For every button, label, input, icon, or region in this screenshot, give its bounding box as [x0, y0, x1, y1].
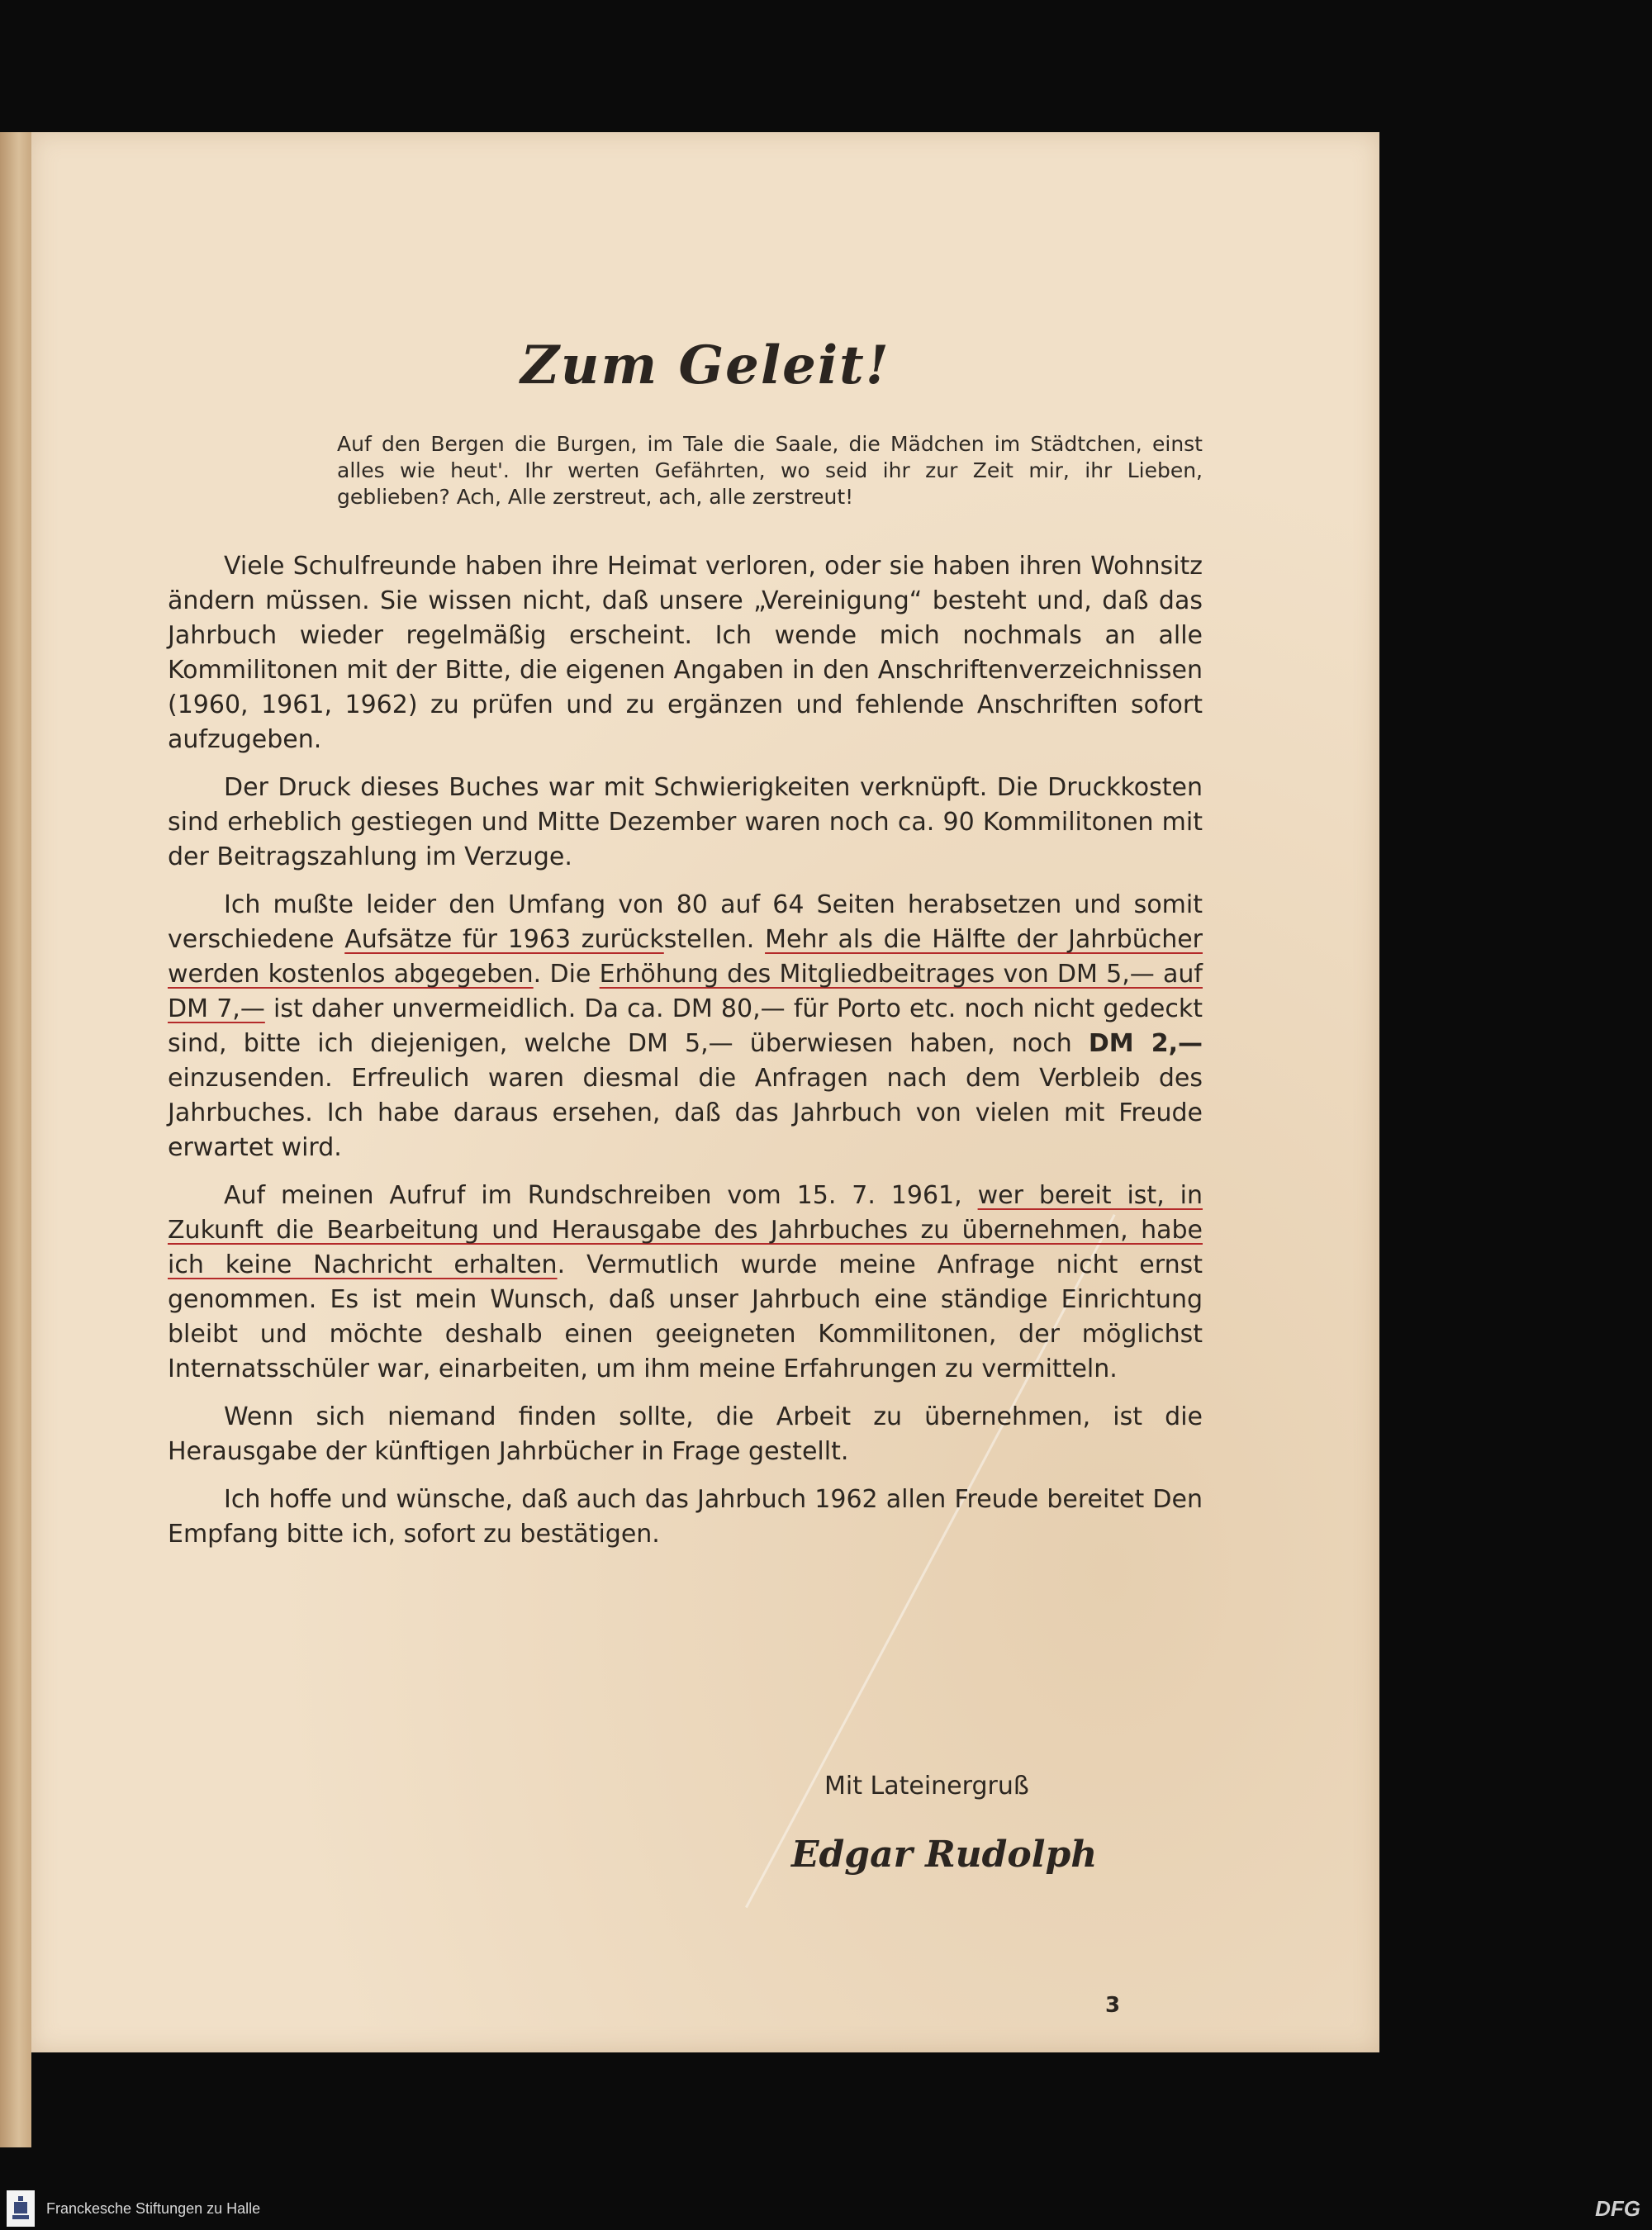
underlined-phrase: Mehr als die Hälfte der Jahrbücher werden kostenlos abgegeben	[168, 925, 1203, 989]
paragraph-2: Der Druck dieses Buches war mit Schwierigkeiten verknüpft. Die Druckkosten sind erheblich gestiegen und Mitte Dezember waren noch ca. 90 Kommilitonen mit der Beitragszahlung im Verzuge.	[168, 773, 1203, 871]
paragraph-3-text: Ich mußte leider den Umfang von 80 auf 64 Seiten herabsetzen und somit verschiedene	[168, 890, 1203, 954]
underlined-phrase: Erhöhung des Mitgliedbeitrages von DM 5,— auf DM 7,—	[168, 960, 1203, 1023]
letter-body	[168, 549, 1203, 1565]
paragraph-3-text: ist daher unvermeidlich. Da ca. DM 80,— für Porto etc. noch nicht gedeckt sind, bitte ich diejenigen, welche DM 5,— überwiesen haben, noch	[168, 994, 1203, 1058]
paragraph-5: Wenn sich niemand finden sollte, die Arbeit zu übernehmen, ist die Herausgabe der künftigen Jahrbücher in Frage gestellt.	[168, 1402, 1203, 1466]
closing-greeting: Mit Lateinergruß	[824, 1772, 1029, 1801]
paragraph-3-text: stellen.	[663, 925, 766, 954]
institution-label: Franckesche Stiftungen zu Halle	[46, 2199, 261, 2217]
paragraph-4	[168, 1179, 1203, 1387]
page-title: Zum Geleit!	[520, 334, 890, 396]
paragraph-3-text: einzusenden. Erfreulich waren diesmal die Anfragen nach dem Verbleib des Jahrbuches. Ich habe daraus ersehen, daß das Jahrbuch von vielen mit Freude erwartet wird.	[168, 1064, 1203, 1162]
paragraph-1: Viele Schulfreunde haben ihre Heimat verloren, oder sie haben ihren Wohnsitz ändern müssen. Sie wissen nicht, daß unsere „Vereinigung“ besteht und, daß das Jahrbuch wieder regelmäßig erscheint. Ich wende mich nochmals an alle Kommilitonen mit der Bitte, die eigenen Angaben in den Anschriftenverzeichnissen (1960, 1961, 1962) zu prüfen und zu ergänzen und fehlende Anschriften sofort aufzugeben.	[168, 552, 1203, 754]
previous-page-edge	[0, 132, 31, 2147]
francke-foundation-logo-icon	[7, 2190, 35, 2227]
underlined-phrase: Aufsätze für 1963 zurück	[344, 925, 664, 954]
paragraph-4-text: . Vermutlich wurde meine Anfrage nicht ernst genommen. Es ist mein Wunsch, daß unser Jahrbuch eine ständige Einrichtung bleibt und möchte deshalb einen geeigneten Kommilitonen, der möglichst Internatsschüler war, einarbeiten, um ihm meine Erfahrungen zu vermitteln.	[168, 1250, 1203, 1383]
paragraph-3-text: . Die	[533, 960, 600, 989]
viewer-footer-bar	[0, 2187, 1652, 2230]
paragraph-6: Ich hoffe und wünsche, daß auch das Jahrbuch 1962 allen Freude bereitet Den Empfang bitte ich, sofort zu bestätigen.	[168, 1485, 1203, 1549]
underlined-phrase: wer bereit ist, in Zukunft die Bearbeitung und Herausgabe des Jahrbuches zu übernehmen, habe ich keine Nachricht erhalten	[168, 1181, 1203, 1279]
page-number: 3	[1105, 1993, 1121, 2018]
signature: Edgar Rudolph	[791, 1834, 1098, 1876]
bold-amount: DM 2,—	[1088, 1029, 1203, 1058]
motto-verse: Auf den Bergen die Burgen, im Tale die Saale, die Mädchen im Städtchen, einst alles wie heut'. Ihr werten Gefährten, wo seid ihr zur Zeit mir, ihr Lieben, geblieben? Ach, Alle zerstreut, ach, alle zerstreut!	[337, 432, 1203, 509]
document-page	[31, 132, 1379, 2052]
dfg-logo: DFG	[1595, 2195, 1640, 2221]
paragraph-3	[168, 888, 1203, 1165]
paragraph-4-text: Auf meinen Aufruf im Rundschreiben vom 15. 7. 1961,	[224, 1181, 978, 1210]
